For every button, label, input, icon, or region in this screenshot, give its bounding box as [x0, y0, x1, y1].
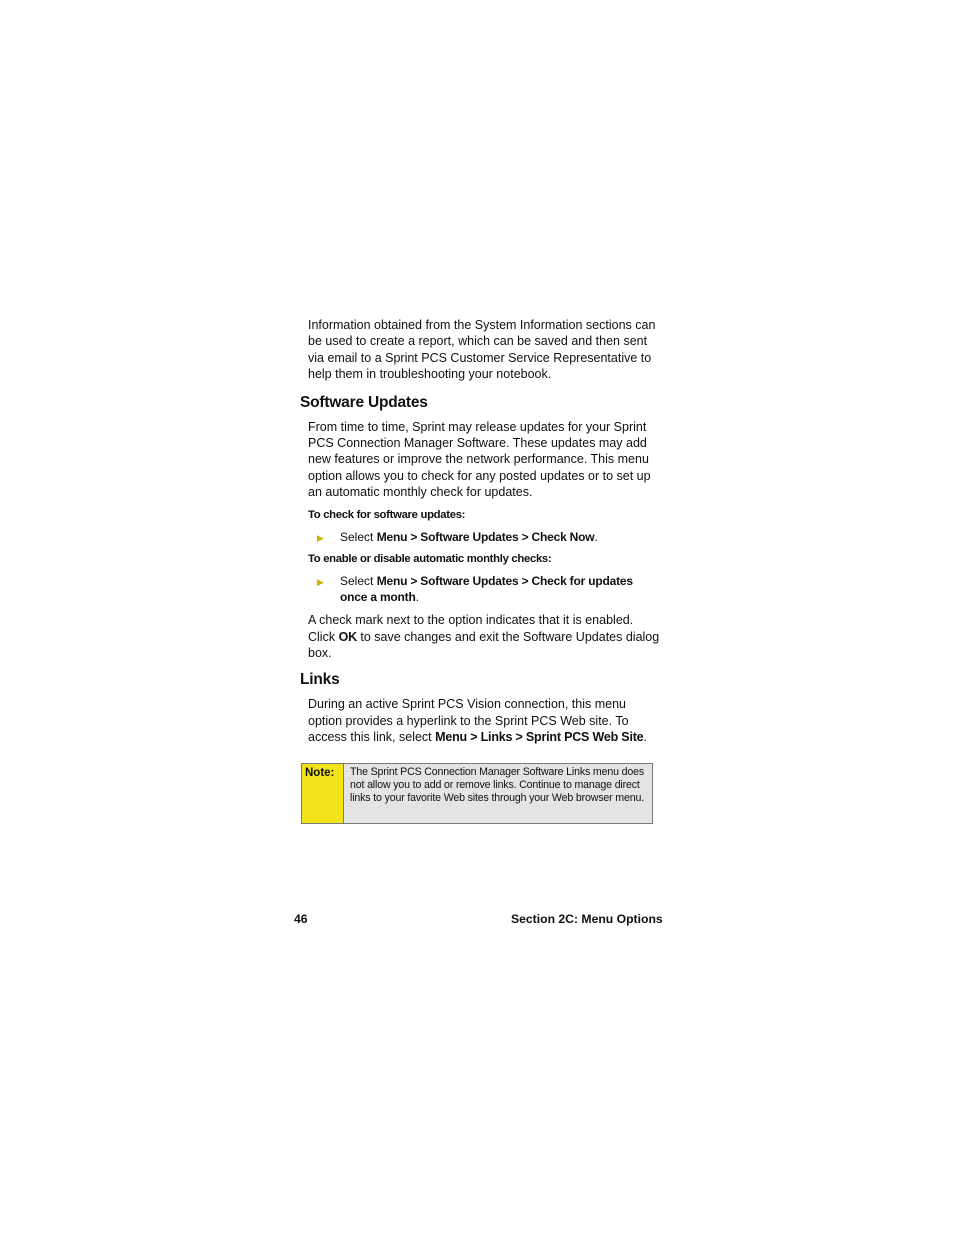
intro-paragraph: Information obtained from the System Information sections can be used to create a report, which can be saved and then sent via email to a Sprint PCS Customer Service Representative to help them in troubleshooting your notebook.: [308, 318, 656, 382]
note-box: [301, 763, 653, 824]
links-heading: Links: [300, 671, 340, 689]
software-updates-heading: Software Updates: [300, 393, 428, 411]
check-updates-subheading: To check for software updates:: [308, 508, 466, 521]
links-paragraph: [308, 696, 660, 745]
step-suffix: .: [415, 590, 419, 605]
triangle-right-icon: ▶: [317, 532, 324, 543]
paragraph-suffix: .: [643, 730, 647, 745]
menu-path: Menu > Software Updates > Check for updates once a month: [340, 573, 633, 605]
step-prefix: Select: [340, 573, 377, 588]
step-suffix: .: [594, 529, 598, 544]
triangle-right-icon: ▶: [317, 576, 324, 587]
software-updates-paragraph: From time to time, Sprint may release updates for your Sprint PCS Connection Manager Software. These updates may add new features or improve the network performance. This menu option allows you to check for any posted updates or to set up an automatic monthly check for updates.: [308, 419, 651, 500]
monthly-check-step: [317, 573, 662, 605]
monthly-checks-subheading: To enable or disable automatic monthly checks:: [308, 552, 552, 565]
check-mark-paragraph: [308, 612, 660, 661]
section-title: Section 2C: Menu Options: [511, 912, 663, 926]
paragraph-text: to save changes and exit the Software Updates dialog box.: [308, 629, 660, 661]
note-text: The Sprint PCS Connection Manager Software Links menu does not allow you to add or remove links. Continue to manage direct links to your favorite Web sites through your Web browser menu.: [350, 765, 644, 805]
ok-label: OK: [338, 629, 357, 644]
page-number: 46: [294, 912, 308, 926]
check-now-step: [317, 529, 662, 545]
page-content: [300, 317, 662, 824]
note-label: Note:: [302, 764, 344, 823]
step-prefix: Select: [340, 529, 377, 544]
menu-path: Menu > Links > Sprint PCS Web Site: [435, 730, 644, 745]
paragraph-text: During an active Sprint PCS Vision connection, this menu option provides a hyperlink to the Sprint PCS Web site. To access this link, select: [308, 697, 629, 745]
paragraph-text: A check mark next to the option indicates that it is enabled. Click: [308, 613, 634, 644]
menu-path: Menu > Software Updates > Check Now: [376, 529, 595, 544]
